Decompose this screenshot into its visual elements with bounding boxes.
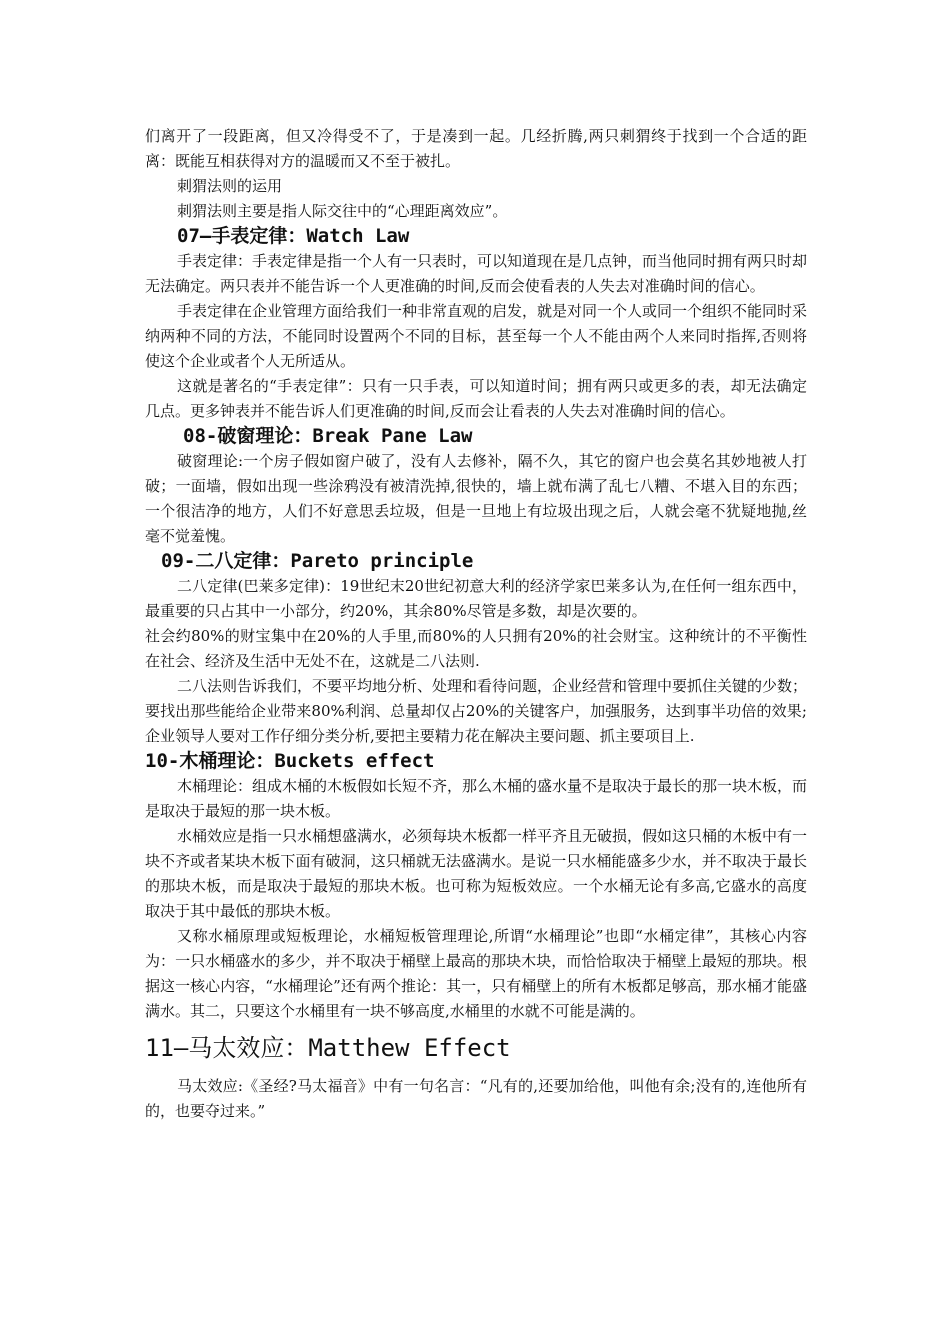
section-08-heading: 08-破窗理论：Break Pane Law — [183, 425, 473, 447]
section-10-paragraph-2: 水桶效应是指一只水桶想盛满水，必须每块木板都一样平齐且无破损，假如这只桶的木板中有一块不齐或者某块木板下面有破洞，这只桶就无法盛满水。是说一只水桶能盛多少水，并不取决于最长的那块木板，而是取决于最短的那块木板。也可称为短板效应。一个水桶无论有多高,它盛水的高度取决于其中最低的那块木板。 — [145, 827, 808, 920]
document-page — [145, 124, 807, 1124]
section-09-paragraph-3: 二八法则告诉我们，不要平均地分析、处理和看待问题，企业经营和管理中要抓住关键的少数；要找出那些能给企业带来80%利润、总量却仅占20%的关键客户，加强服务，达到事半功倍的效果;企业领导人要对工作仔细分类分析,要把主要精力花在解决主要问题、抓主要项目上. — [145, 677, 808, 745]
section-10-paragraph-1: 木桶理论：组成木桶的木板假如长短不齐，那么木桶的盛水量不是取决于最长的那一块木板，而是取决于最短的那一块木板。 — [145, 777, 808, 820]
section-09-heading: 09-二八定律：Pareto principle — [161, 550, 474, 572]
section-07-paragraph-1: 手表定律：手表定律是指一个人有一只表时，可以知道现在是几点钟，而当他同时拥有两只时却无法确定。两只表并不能告诉一个人更准确的时间,反而会使看表的人失去对准确时间的信心。 — [145, 252, 808, 295]
intro-paragraph-2: 刺猬法则的运用 — [177, 177, 283, 195]
section-07-heading: 07—手表定律：Watch Law — [177, 225, 410, 247]
section-08-paragraph-1: 破窗理论:一个房子假如窗户破了，没有人去修补，隔不久，其它的窗户也会莫名其妙地被人打破；一面墙，假如出现一些涂鸦没有被清洗掉,很快的，墙上就布满了乱七八糟、不堪入目的东西；一个很洁净的地方，人们不好意思丢垃圾，但是一旦地上有垃圾出现之后，人就会毫不犹疑地抛,丝毫不觉羞愧。 — [145, 452, 807, 545]
section-11-heading: 11—马太效应：Matthew Effect — [145, 1034, 511, 1062]
section-07-paragraph-2: 手表定律在企业管理方面给我们一种非常直观的启发，就是对同一个人或同一个组织不能同时采纳两种不同的方法，不能同时设置两个不同的目标，甚至每一个人不能由两个人来同时指挥,否则将使这个企业或者个人无所适从。 — [145, 302, 808, 370]
section-10-heading: 10-木桶理论：Buckets effect — [145, 750, 435, 772]
section-10-paragraph-3: 又称水桶原理或短板理论，水桶短板管理理论,所谓“水桶理论”也即“水桶定律”，其核心内容为：一只水桶盛水的多少，并不取决于桶壁上最高的那块木块，而恰恰取决于桶壁上最短的那块。根据这一核心内容，“水桶理论”还有两个推论：其一，只有桶壁上的所有木板都足够高，那水桶才能盛满水。其二，只要这个水桶里有一块不够高度,水桶里的水就不可能是满的。 — [145, 927, 807, 1020]
intro-paragraph-3: 刺猬法则主要是指人际交往中的“心理距离效应”。 — [177, 202, 508, 220]
section-09-paragraph-1: 二八定律(巴莱多定律)：19世纪末20世纪初意大利的经济学家巴莱多认为,在任何一组东西中，最重要的只占其中一小部分，约20%，其余80%尽管是多数，却是次要的。 — [145, 577, 807, 620]
section-07-paragraph-3: 这就是著名的“手表定律”：只有一只手表，可以知道时间；拥有两只或更多的表，却无法确定几点。更多钟表并不能告诉人们更准确的时间,反而会让看表的人失去对准确时间的信心。 — [145, 377, 807, 420]
intro-paragraph-1: 们离开了一段距离，但又冷得受不了，于是凑到一起。几经折腾,两只刺猬终于找到一个合适的距离：既能互相获得对方的温暖而又不至于被扎。 — [145, 127, 807, 170]
section-09-paragraph-2: 社会约80%的财宝集中在20%的人手里,而80%的人只拥有20%的社会财宝。这种统计的不平衡性在社会、经济及生活中无处不在，这就是二八法则. — [145, 627, 807, 670]
section-11-paragraph-1: 马太效应:《圣经?马太福音》中有一句名言：“凡有的,还要加给他，叫他有余;没有的,连他所有的，也要夺过来。” — [145, 1077, 807, 1120]
